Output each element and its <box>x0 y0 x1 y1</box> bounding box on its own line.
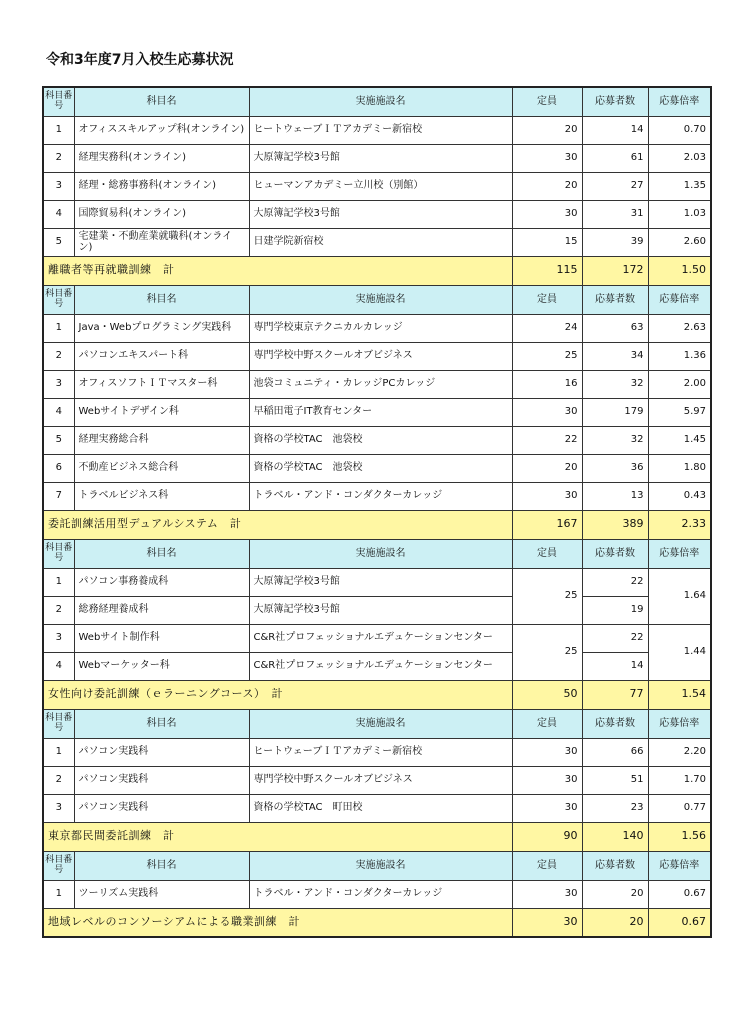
header-capacity: 定員 <box>512 87 582 116</box>
row-facility: ヒューマンアカデミー立川校（別館） <box>249 172 512 200</box>
row-capacity: 30 <box>512 398 582 426</box>
subtotal-ratio: 1.56 <box>648 822 711 851</box>
table-row <box>43 144 711 172</box>
table-row <box>43 596 711 624</box>
header-facility: 実施施設名 <box>249 285 512 314</box>
row-course: 総務経理養成科 <box>74 596 249 624</box>
row-applicants: 36 <box>582 454 648 482</box>
header-course: 科目名 <box>74 539 249 568</box>
row-course: 経理実務総合科 <box>74 426 249 454</box>
row-course: 経理・総務事務科(オンライン) <box>74 172 249 200</box>
header-ratio: 応募倍率 <box>648 709 711 738</box>
row-applicants: 23 <box>582 794 648 822</box>
row-no: 3 <box>43 624 74 652</box>
header-no: 科目番号 <box>43 851 74 880</box>
row-no: 6 <box>43 454 74 482</box>
row-capacity: 20 <box>512 116 582 144</box>
header-applicants: 応募者数 <box>582 851 648 880</box>
table-row <box>43 568 711 596</box>
header-course: 科目名 <box>74 851 249 880</box>
column-header-row <box>43 851 711 880</box>
row-ratio: 1.70 <box>648 766 711 794</box>
header-facility: 実施施設名 <box>249 539 512 568</box>
row-facility: 大原簿記学校3号館 <box>249 568 512 596</box>
table-row <box>43 172 711 200</box>
header-no: 科目番号 <box>43 709 74 738</box>
row-capacity: 15 <box>512 228 582 256</box>
row-capacity: 30 <box>512 766 582 794</box>
row-course: Java・Webプログラミング実践科 <box>74 314 249 342</box>
row-no: 2 <box>43 342 74 370</box>
row-capacity: 20 <box>512 454 582 482</box>
row-no: 1 <box>43 568 74 596</box>
row-no: 4 <box>43 652 74 680</box>
row-facility: 大原簿記学校3号館 <box>249 144 512 172</box>
table-row <box>43 652 711 680</box>
header-ratio: 応募倍率 <box>648 851 711 880</box>
row-ratio: 0.43 <box>648 482 711 510</box>
row-ratio: 2.20 <box>648 738 711 766</box>
row-ratio: 0.70 <box>648 116 711 144</box>
row-ratio: 2.60 <box>648 228 711 256</box>
row-no: 3 <box>43 370 74 398</box>
subtotal-row <box>43 256 711 285</box>
row-course: オフィススキルアップ科(オンライン) <box>74 116 249 144</box>
row-no: 3 <box>43 172 74 200</box>
row-course: Webサイトデザイン科 <box>74 398 249 426</box>
header-ratio: 応募倍率 <box>648 539 711 568</box>
row-course: Webマーケッター科 <box>74 652 249 680</box>
row-facility: 資格の学校TAC 町田校 <box>249 794 512 822</box>
row-no: 3 <box>43 794 74 822</box>
row-course: トラベルビジネス科 <box>74 482 249 510</box>
page-title: 令和3年度7月入校生応募状況 <box>46 52 234 68</box>
row-facility: 池袋コミュニティ・カレッジPCカレッジ <box>249 370 512 398</box>
table-row <box>43 794 711 822</box>
row-applicants: 22 <box>582 624 648 652</box>
subtotal-label: 離職者等再就職訓練 計 <box>43 256 512 285</box>
header-no: 科目番号 <box>43 87 74 116</box>
row-applicants: 20 <box>582 880 648 908</box>
header-capacity: 定員 <box>512 709 582 738</box>
row-facility: ヒートウェーブＩＴアカデミー新宿校 <box>249 738 512 766</box>
subtotal-row <box>43 822 711 851</box>
row-ratio: 1.45 <box>648 426 711 454</box>
row-capacity: 22 <box>512 426 582 454</box>
row-no: 1 <box>43 738 74 766</box>
row-no: 2 <box>43 144 74 172</box>
row-no: 1 <box>43 880 74 908</box>
header-facility: 実施施設名 <box>249 709 512 738</box>
row-applicants: 22 <box>582 568 648 596</box>
table-row <box>43 766 711 794</box>
row-no: 2 <box>43 596 74 624</box>
row-ratio: 1.35 <box>648 172 711 200</box>
row-facility: 専門学校中野スクールオブビジネス <box>249 766 512 794</box>
row-no: 7 <box>43 482 74 510</box>
table-row <box>43 398 711 426</box>
header-applicants: 応募者数 <box>582 285 648 314</box>
application-status-table <box>42 86 712 938</box>
row-course: ツーリズム実践科 <box>74 880 249 908</box>
header-course: 科目名 <box>74 285 249 314</box>
row-ratio: 5.97 <box>648 398 711 426</box>
table-row <box>43 454 711 482</box>
subtotal-ratio: 1.50 <box>648 256 711 285</box>
subtotal-label: 委託訓練活用型デュアルシステム 計 <box>43 510 512 539</box>
subtotal-applicants: 77 <box>582 680 648 709</box>
row-applicants: 34 <box>582 342 648 370</box>
row-course: オフィスソフトＩＴマスター科 <box>74 370 249 398</box>
row-no: 5 <box>43 228 74 256</box>
row-applicants: 179 <box>582 398 648 426</box>
group-capacity: 25 <box>512 624 582 680</box>
subtotal-label: 女性向け委託訓練（ｅラーニングコース） 計 <box>43 680 512 709</box>
header-applicants: 応募者数 <box>582 87 648 116</box>
header-facility: 実施施設名 <box>249 851 512 880</box>
table-row <box>43 738 711 766</box>
row-ratio: 1.36 <box>648 342 711 370</box>
header-no: 科目番号 <box>43 539 74 568</box>
subtotal-capacity: 167 <box>512 510 582 539</box>
row-facility: トラベル・アンド・コンダクターカレッジ <box>249 482 512 510</box>
row-course: 国際貿易科(オンライン) <box>74 200 249 228</box>
header-capacity: 定員 <box>512 539 582 568</box>
row-applicants: 27 <box>582 172 648 200</box>
header-facility: 実施施設名 <box>249 87 512 116</box>
row-course: パソコン事務養成科 <box>74 568 249 596</box>
row-course: パソコン実践科 <box>74 794 249 822</box>
table-row <box>43 482 711 510</box>
row-ratio: 1.03 <box>648 200 711 228</box>
subtotal-label: 地域レベルのコンソーシアムによる職業訓練 計 <box>43 908 512 937</box>
header-course: 科目名 <box>74 87 249 116</box>
column-header-row <box>43 87 711 116</box>
row-applicants: 14 <box>582 116 648 144</box>
subtotal-applicants: 20 <box>582 908 648 937</box>
column-header-row <box>43 285 711 314</box>
table-row <box>43 880 711 908</box>
subtotal-capacity: 115 <box>512 256 582 285</box>
row-capacity: 16 <box>512 370 582 398</box>
row-applicants: 66 <box>582 738 648 766</box>
row-no: 4 <box>43 398 74 426</box>
row-applicants: 39 <box>582 228 648 256</box>
header-capacity: 定員 <box>512 285 582 314</box>
header-no: 科目番号 <box>43 285 74 314</box>
table-row <box>43 426 711 454</box>
row-no: 1 <box>43 314 74 342</box>
header-applicants: 応募者数 <box>582 709 648 738</box>
row-capacity: 25 <box>512 342 582 370</box>
row-capacity: 24 <box>512 314 582 342</box>
row-course: パソコンエキスパート科 <box>74 342 249 370</box>
row-applicants: 63 <box>582 314 648 342</box>
row-applicants: 51 <box>582 766 648 794</box>
row-course: パソコン実践科 <box>74 738 249 766</box>
row-ratio: 0.77 <box>648 794 711 822</box>
row-capacity: 30 <box>512 738 582 766</box>
row-capacity: 30 <box>512 200 582 228</box>
subtotal-capacity: 90 <box>512 822 582 851</box>
row-course: Webサイト制作科 <box>74 624 249 652</box>
row-ratio: 2.63 <box>648 314 711 342</box>
row-ratio: 1.80 <box>648 454 711 482</box>
row-facility: 資格の学校TAC 池袋校 <box>249 454 512 482</box>
row-applicants: 13 <box>582 482 648 510</box>
row-facility: 早稲田電子IT教育センター <box>249 398 512 426</box>
subtotal-capacity: 30 <box>512 908 582 937</box>
row-course: 経理実務科(オンライン) <box>74 144 249 172</box>
row-capacity: 30 <box>512 794 582 822</box>
subtotal-applicants: 172 <box>582 256 648 285</box>
table-row <box>43 370 711 398</box>
group-ratio: 1.44 <box>648 624 711 680</box>
row-facility: C&R社プロフェッショナルエデュケーションセンター <box>249 652 512 680</box>
subtotal-label: 東京都民間委託訓練 計 <box>43 822 512 851</box>
row-facility: C&R社プロフェッショナルエデュケーションセンター <box>249 624 512 652</box>
row-facility: ヒートウェーブＩＴアカデミー新宿校 <box>249 116 512 144</box>
subtotal-ratio: 1.54 <box>648 680 711 709</box>
row-facility: 資格の学校TAC 池袋校 <box>249 426 512 454</box>
column-header-row <box>43 709 711 738</box>
header-ratio: 応募倍率 <box>648 87 711 116</box>
subtotal-applicants: 140 <box>582 822 648 851</box>
row-capacity: 30 <box>512 144 582 172</box>
row-no: 4 <box>43 200 74 228</box>
row-no: 5 <box>43 426 74 454</box>
row-course: 宅建業・不動産業就職科(オンライン) <box>74 228 249 256</box>
group-ratio: 1.64 <box>648 568 711 624</box>
row-applicants: 32 <box>582 426 648 454</box>
subtotal-applicants: 389 <box>582 510 648 539</box>
header-ratio: 応募倍率 <box>648 285 711 314</box>
row-applicants: 31 <box>582 200 648 228</box>
row-course: パソコン実践科 <box>74 766 249 794</box>
table-row <box>43 624 711 652</box>
row-facility: 大原簿記学校3号館 <box>249 200 512 228</box>
subtotal-ratio: 2.33 <box>648 510 711 539</box>
row-facility: 大原簿記学校3号館 <box>249 596 512 624</box>
group-capacity: 25 <box>512 568 582 624</box>
subtotal-row <box>43 510 711 539</box>
table-row <box>43 314 711 342</box>
row-ratio: 2.03 <box>648 144 711 172</box>
table-row <box>43 200 711 228</box>
column-header-row <box>43 539 711 568</box>
row-applicants: 14 <box>582 652 648 680</box>
row-facility: トラベル・アンド・コンダクターカレッジ <box>249 880 512 908</box>
row-applicants: 32 <box>582 370 648 398</box>
row-applicants: 19 <box>582 596 648 624</box>
row-no: 1 <box>43 116 74 144</box>
row-facility: 専門学校東京テクニカルカレッジ <box>249 314 512 342</box>
row-ratio: 0.67 <box>648 880 711 908</box>
row-capacity: 20 <box>512 172 582 200</box>
subtotal-capacity: 50 <box>512 680 582 709</box>
row-course: 不動産ビジネス総合科 <box>74 454 249 482</box>
subtotal-ratio: 0.67 <box>648 908 711 937</box>
table-row <box>43 116 711 144</box>
header-capacity: 定員 <box>512 851 582 880</box>
row-facility: 日建学院新宿校 <box>249 228 512 256</box>
subtotal-row <box>43 680 711 709</box>
row-no: 2 <box>43 766 74 794</box>
table-row <box>43 342 711 370</box>
row-facility: 専門学校中野スクールオブビジネス <box>249 342 512 370</box>
header-applicants: 応募者数 <box>582 539 648 568</box>
row-capacity: 30 <box>512 880 582 908</box>
subtotal-row <box>43 908 711 937</box>
header-course: 科目名 <box>74 709 249 738</box>
table-row <box>43 228 711 256</box>
row-applicants: 61 <box>582 144 648 172</box>
row-capacity: 30 <box>512 482 582 510</box>
row-ratio: 2.00 <box>648 370 711 398</box>
